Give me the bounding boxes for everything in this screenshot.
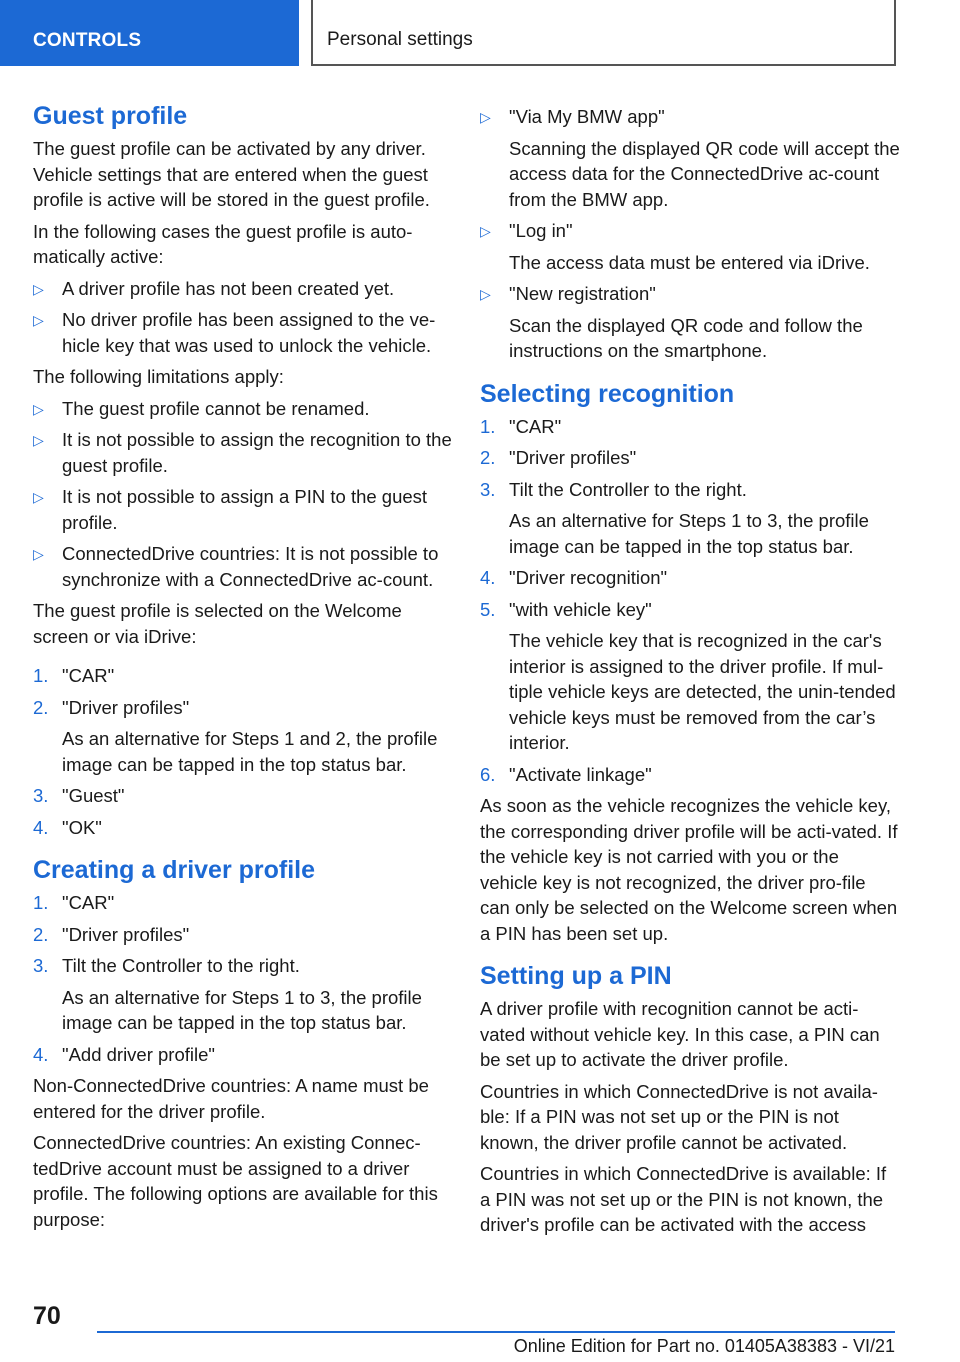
bullet-list-auto (33, 276, 453, 359)
list-item: 4. "Add driver profile" (33, 1043, 215, 1065)
numbered-list-recognition (480, 414, 900, 788)
numbered-list-create (33, 890, 453, 1067)
list-item: 1. "CAR" (33, 892, 115, 913)
triangle-bullet-icon: ▷ (33, 489, 44, 505)
list-item: 2. "Driver profiles" (33, 923, 190, 945)
list-item: 2. "Driver profiles" (480, 447, 637, 468)
list-item: ▷ "New registration" Scan the displayed QR code and follow the instructions on the smartphone. (480, 283, 863, 361)
triangle-bullet-icon: ▷ (480, 286, 491, 302)
list-item: ▷ It is not possible to assign the recognition to the guest profile. (33, 429, 452, 476)
page-header (0, 0, 960, 66)
list-item: 3. "Guest" (33, 785, 125, 806)
paragraph: The guest profile can be activated by any driver. Vehicle settings that are entered when the guest profile is active will be stored in the guest profile. (33, 138, 430, 210)
list-item: ▷ "Via My BMW app" Scanning the displayed QR code will accept the access data for the ConnectedDrive ac‐count from the BMW app. (480, 106, 900, 210)
heading-guest-profile: Guest profile (33, 102, 188, 130)
list-item: 4. "OK" (33, 816, 102, 838)
right-column (480, 104, 900, 1244)
triangle-bullet-icon: ▷ (480, 223, 491, 239)
paragraph: A driver profile with recognition cannot be acti‐vated without vehicle key. In this case, a PIN can be set up to activate the driver profile. (480, 998, 880, 1070)
list-item: ▷ The guest profile cannot be renamed. (33, 396, 453, 422)
heading-selecting-recognition: Selecting recognition (480, 379, 735, 408)
list-item: 4. "Driver recognition" (480, 567, 668, 588)
paragraph: As soon as the vehicle recognizes the vehicle key, the corresponding driver profile will be acti‐vated. If the vehicle key is not carried with you or the vehicle key is not recognized, the driver pro‐file can only be selected on the Welcome screen when a PIN has been set up. (480, 795, 898, 944)
list-item: ▷ "Log in" The access data must be entered via iDrive. (480, 220, 870, 273)
section-tab: CONTROLS (0, 0, 299, 66)
list-item: ▷ ConnectedDrive countries: It is not possible to synchronize with a ConnectedDrive ac‐count. (33, 543, 439, 590)
paragraph: Countries in which ConnectedDrive is available: If a PIN was not set up or the PIN is not known, the driver's profile can be activated with the access (480, 1163, 887, 1235)
bullet-list-options (480, 104, 900, 364)
list-item: ▷ It is not possible to assign a PIN to the guest profile. (33, 486, 428, 533)
chapter-title: Personal settings (311, 0, 896, 66)
triangle-bullet-icon: ▷ (33, 546, 44, 562)
left-column (33, 100, 453, 1238)
list-item: 3. Tilt the Controller to the right. As an alternative for Steps 1 to 3, the profile image can be tapped in the top status bar. (33, 955, 422, 1033)
triangle-bullet-icon: ▷ (33, 280, 44, 297)
paragraph: The following limitations apply: (33, 366, 284, 387)
list-item: 5. "with vehicle key" The vehicle key that is recognized in the car's interior is assigned to the driver profile. If mul‐tiple vehicle keys are detected, the unin‐tended vehicle keys must be removed from the car’s interior. (480, 598, 896, 753)
triangle-bullet-icon: ▷ (33, 432, 44, 448)
list-item: 6. "Activate linkage" (480, 763, 652, 785)
triangle-bullet-icon: ▷ (480, 109, 491, 125)
list-item: 1. "CAR" (480, 415, 562, 437)
list-item: 2. "Driver profiles" As an alternative for Steps 1 and 2, the profile image can be tapped in the top status bar. (33, 696, 438, 775)
page-number: 70 (33, 1302, 61, 1330)
heading-creating-driver-profile: Creating a driver profile (33, 856, 316, 884)
paragraph: In the following cases the guest profile is auto‐matically active: (33, 220, 413, 267)
list-item: ▷ A driver profile has not been created yet. (33, 276, 453, 302)
list-item: 1. "CAR" (33, 665, 115, 686)
paragraph: Countries in which ConnectedDrive is not availa‐ble: If a PIN was not set up or the PIN is not known, the driver profile cannot be activated. (480, 1080, 878, 1153)
paragraph: The guest profile is selected on the Welcome screen or via iDrive: (33, 600, 402, 647)
bullet-list-limitations (33, 396, 453, 593)
numbered-list-select (33, 663, 453, 840)
list-item: ▷ No driver profile has been assigned to the ve‐hicle key that was used to unlock the vehicle. (33, 309, 436, 356)
triangle-bullet-icon: ▷ (33, 400, 44, 417)
paragraph: Non-ConnectedDrive countries: A name must be entered for the driver profile. (33, 1075, 429, 1122)
heading-setting-up-pin: Setting up a PIN (480, 962, 672, 990)
list-item: 3. Tilt the Controller to the right. As an alternative for Steps 1 to 3, the profile image can be tapped in the top status bar. (480, 478, 869, 557)
edition-text: Online Edition for Part no. 01405A38383 - VI/21 (513, 1336, 895, 1356)
footer-rule (97, 1331, 895, 1333)
paragraph: ConnectedDrive countries: An existing Connec‐tedDrive account must be assigned to a driver profile. The following options are available for this purpose: (33, 1132, 438, 1230)
triangle-bullet-icon: ▷ (33, 312, 44, 328)
